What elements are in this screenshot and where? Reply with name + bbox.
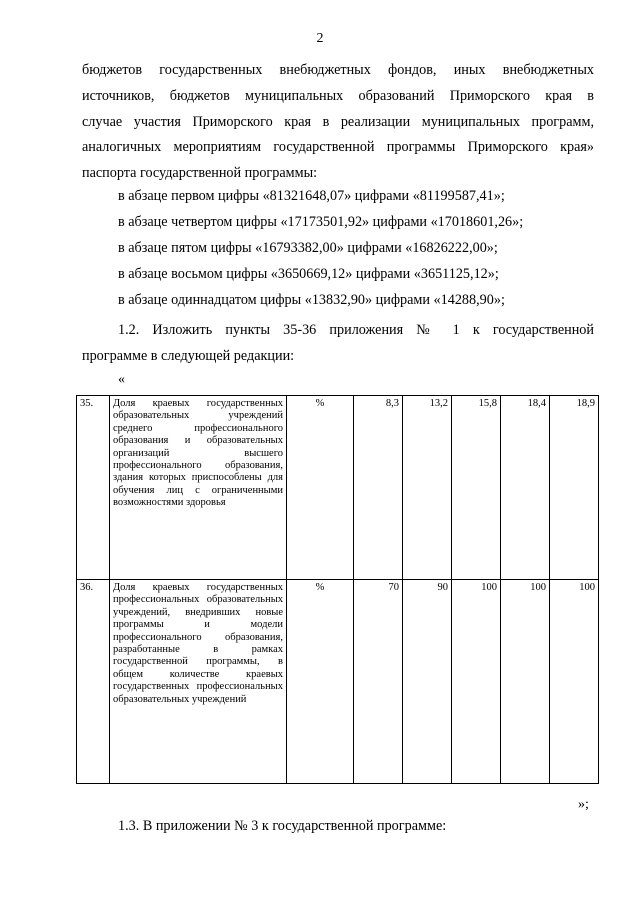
intro-line: источников, бюджетов муниципальных образований Приморского края в [82,87,594,104]
quote-open: « [118,372,125,387]
section-1-3: 1.3. В приложении № 3 к государственной программе: [118,818,447,834]
intro-line: бюджетов государственных внебюджетных фондов, иных внебюджетных [82,62,594,78]
row-value: 90 [403,580,452,784]
table-row [77,396,599,580]
row-name: Доля краевых государственных профессиональных образовательных учреждений, внедривших новые программы и модели профессионального образования, разработанные в рамках государственной программы, в общем количестве краевых государственных профессиональных образовательных учреждений [110,580,287,784]
quote-close: »; [578,797,589,812]
intro-line: случае участия Приморского края в реализации муниципальных программ, [82,113,594,130]
row-value: 100 [452,580,501,784]
list-item: в абзаце четвертом цифры «17173501,92» цифрами «17018601,26»; [118,214,524,230]
intro-line: паспорта государственной программы: [82,165,318,182]
intro-paragraph [82,58,594,187]
list-item: в абзаце первом цифры «81321648,07» цифрами «81199587,41»; [118,188,505,204]
row-value: 15,8 [452,396,501,580]
list-item: в абзаце одиннадцатом цифры «13832,90» цифрами «14288,90»; [118,292,505,308]
row-value: 18,4 [501,396,550,580]
row-value: 100 [501,580,550,784]
row-unit: % [287,396,354,580]
row-unit: % [287,580,354,784]
row-value: 8,3 [354,396,403,580]
row-number: 36. [77,580,110,784]
section-1-2 [82,318,594,370]
row-number: 35. [77,396,110,580]
table-row [77,580,599,784]
list-item: в абзаце восьмом цифры «3650669,12» цифрами «3651125,12»; [118,266,499,282]
page-number: 2 [316,31,324,46]
section-1-2-line: программе в следующей редакции: [82,347,295,364]
list-item: в абзаце пятом цифры «16793382,00» цифрами «16826222,00»; [118,240,498,256]
intro-line: аналогичных мероприятиям государственной программы Приморского края» [82,139,594,156]
section-1-2-line: 1.2. Изложить пункты 35-36 приложения № 1 к государственной [118,322,594,338]
row-name: Доля краевых государственных образовательных учреждений среднего профессионального образования и образовательных организаций высшего профессионального образования, здания которых приспособлены для обучения лиц с ограниченными возможностями здоровья [110,396,287,580]
row-value: 13,2 [403,396,452,580]
indicators-table [76,395,599,784]
row-value: 100 [550,580,599,784]
row-value: 18,9 [550,396,599,580]
row-value: 70 [354,580,403,784]
